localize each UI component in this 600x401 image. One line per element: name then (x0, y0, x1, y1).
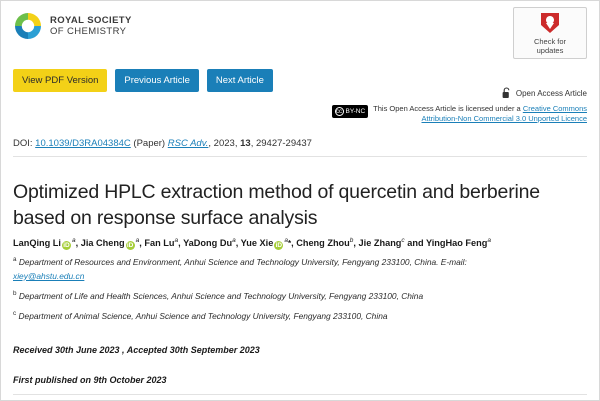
view-pdf-button[interactable]: View PDF Version (13, 69, 107, 92)
next-article-button[interactable]: Next Article (207, 69, 273, 92)
citation-year: , 2023, (208, 138, 241, 149)
publisher-name: ROYAL SOCIETY OF CHEMISTRY (50, 14, 132, 37)
journal-link[interactable]: RSC Adv. (167, 138, 209, 149)
author-name[interactable]: Fan Lu (144, 238, 175, 249)
citation-volume: 13 (240, 138, 251, 149)
author-affiliation-marker: a (71, 237, 76, 244)
creative-commons-badge (332, 105, 369, 118)
crossmark-line1: Check for (533, 37, 567, 46)
affiliation-marker: a (13, 256, 17, 263)
author-name[interactable]: LanQing Li (13, 238, 61, 249)
doi-link[interactable]: 10.1039/D3RA04384C (35, 138, 131, 149)
license-text (373, 104, 587, 124)
crossmark-line2: updates (536, 46, 564, 55)
affiliation: $^b$ Department of Life and Health Sciences, Anhui Science and Technology University, Fengyang 233100, China (13, 289, 424, 301)
corresponding-author-marker: * (287, 239, 292, 249)
orcid-icon[interactable]: iD (63, 242, 70, 250)
author-name[interactable]: Yue Xie (240, 238, 274, 249)
license-link-line2[interactable]: Attribution-Non Commercial 3.0 Unported Licence (421, 114, 587, 123)
received-accepted-dates: Received 30th June 2023 , Accepted 30th September 2023 (13, 345, 260, 355)
affiliation: $^a$ Department of Resources and Environment, Anhui Science and Technology University, Fengyang 233100, China. E-mail: xiey@ahstu.edu.cn (13, 256, 467, 281)
author-name[interactable]: YaDong Du (183, 238, 233, 249)
author-name[interactable]: Jie Zhang (358, 238, 402, 249)
author-name[interactable]: YingHao Feng (425, 238, 488, 249)
divider-top (13, 156, 587, 157)
author-affiliation-marker: a (232, 237, 236, 244)
author-affiliation-marker: c (401, 237, 405, 244)
affiliation: $^c$ Department of Animal Science, Anhui Science and Technology University, Fengyang 233100, China (13, 309, 388, 321)
publisher-logo[interactable] (13, 11, 587, 41)
page-header (1, 1, 599, 63)
open-access-unlock-icon (502, 87, 511, 99)
affiliation-marker: c (13, 309, 17, 317)
orcid-icon[interactable]: iD (126, 242, 134, 250)
page-title: Optimized HPLC extraction method of quercetin and berberine based on response surface analysis (13, 181, 540, 230)
open-access-label: Open Access Article (515, 88, 587, 98)
affiliation-marker: b (13, 289, 17, 297)
license-link-line1[interactable]: Creative Commons (522, 104, 587, 113)
crossmark-check-for-updates[interactable] (513, 7, 587, 59)
cc-badge-label: BY-NC (345, 107, 366, 115)
citation-pages: , 29427-29437 (250, 138, 312, 149)
author-affiliation-marker: b (349, 237, 354, 244)
license-prefix: This Open Access Article is licensed under a (373, 104, 523, 113)
author-list: LanQing Li $iD^a$, Jia Cheng $iD^a$, Fan Lu$^a$, YaDong Du$^a$, Yue Xie $iD^a*$, Cheng Zhou$^b$, Jie Zhang$^c$ and YingHao Feng$^a$ (13, 237, 491, 250)
previous-article-button[interactable]: Previous Article (115, 69, 198, 92)
author-affiliation-marker: a (284, 237, 288, 244)
first-published-date: First published on 9th October 2023 (13, 375, 167, 385)
author-name[interactable]: Jia Cheng (80, 238, 125, 249)
cc-icon: cc (336, 109, 343, 115)
open-access-label-row (257, 87, 587, 99)
article-type: (Paper) (133, 138, 166, 149)
doi-prefix: DOI: (13, 138, 36, 149)
license-row (257, 104, 587, 124)
corresponding-email-link[interactable]: xiey@ahstu.edu.cn (13, 270, 85, 281)
divider-bottom (13, 394, 587, 395)
orcid-icon[interactable]: iD (275, 242, 283, 250)
author-affiliation-marker: a (487, 237, 491, 244)
check-for-updates-shield-icon (539, 11, 561, 35)
author-name[interactable]: Cheng Zhou (296, 238, 350, 249)
affiliation-list (13, 253, 585, 326)
rsc-circle-logo-icon (13, 11, 43, 41)
open-access-block (257, 87, 587, 124)
author-affiliation-marker: a (174, 237, 179, 244)
author-affiliation-marker: a (135, 237, 140, 244)
citation-line (13, 138, 312, 149)
